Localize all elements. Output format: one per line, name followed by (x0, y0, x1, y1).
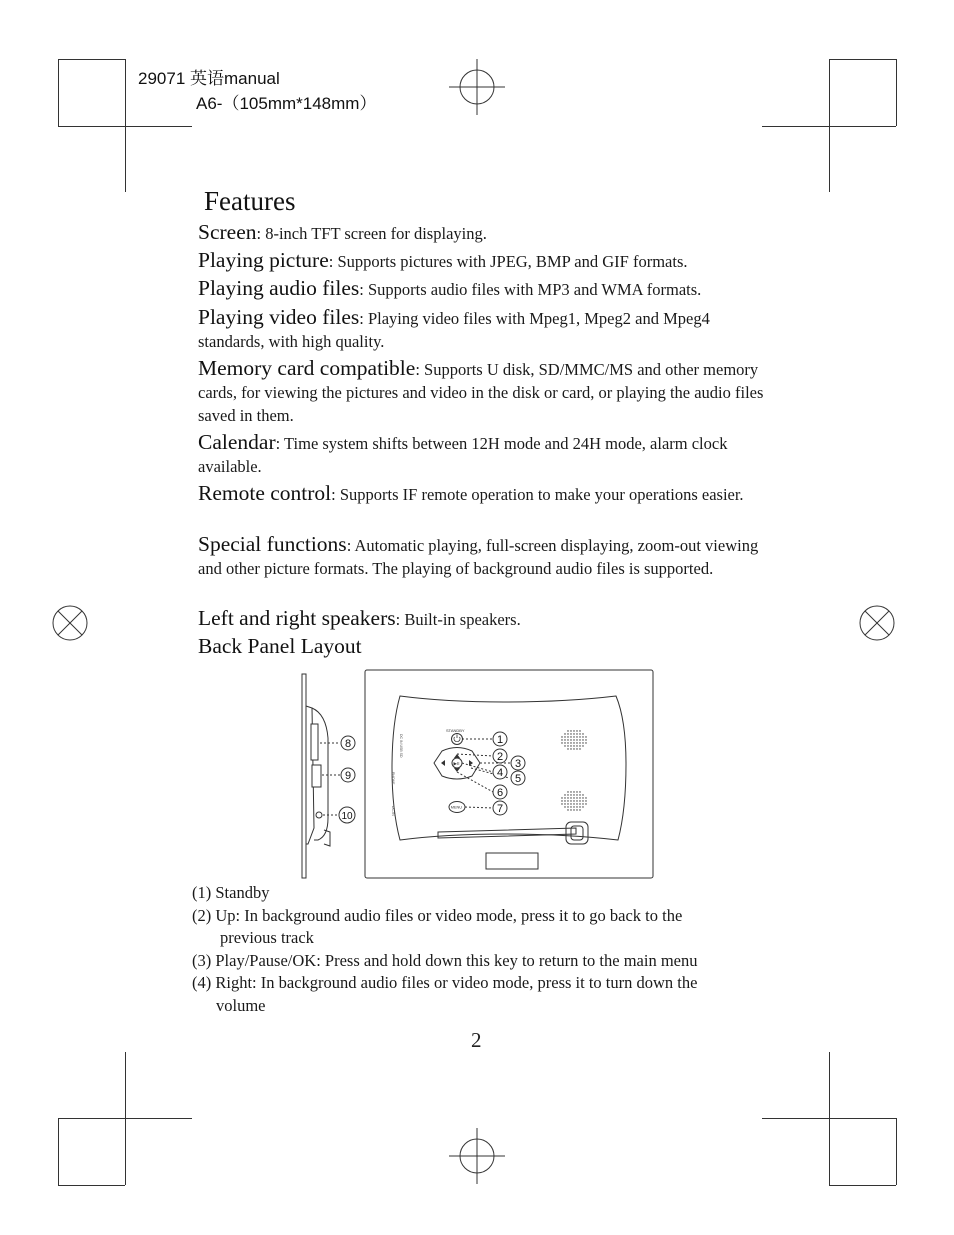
callout-9: 9 (344, 770, 352, 782)
feature-text: : 8-inch TFT screen for displaying. (256, 224, 487, 243)
registration-mark-right (857, 603, 897, 643)
legend-item-play-pause-ok (192, 950, 792, 973)
legend-text: (3) Play/Pause/OK: Press and hold down this key to return to the main menu (192, 950, 698, 970)
svg-text:DC IN USB SD: DC IN USB SD (399, 734, 403, 758)
feature-playing-video (198, 306, 738, 353)
feature-term: Remote control (198, 481, 332, 505)
legend-item-standby (192, 882, 792, 905)
callout-2: 2 (496, 751, 504, 763)
side-profile (302, 674, 330, 878)
feature-text: : Time system shifts between 12H mode and 24H mode, alarm clock available. (198, 434, 728, 476)
feature-term: Calendar (198, 430, 276, 454)
feature-text: : Supports audio files with MP3 and WMA formats. (359, 280, 702, 299)
legend-item-up (192, 905, 792, 950)
feature-text: : Built-in speakers. (395, 610, 521, 629)
legend-text: (4) Right: In background audio files or video mode, press it to turn down the (192, 973, 698, 992)
feature-term: Playing audio files (198, 276, 360, 300)
legend-text: (1) Standby (192, 883, 270, 902)
feature-term: Memory card compatible (198, 356, 416, 380)
features-title: Features (204, 186, 296, 216)
feature-term: Playing picture (198, 248, 329, 272)
feature-special-functions (198, 533, 783, 580)
standby-label: STANDBY (446, 728, 465, 733)
callout-4: 4 (496, 767, 504, 779)
feature-calendar (198, 431, 773, 478)
back-panel-diagram (296, 668, 658, 882)
svg-text:DC-IN: DC-IN (391, 806, 395, 816)
callout-1: 1 (496, 734, 504, 746)
speaker-grille-top (561, 730, 586, 749)
registration-mark-left (50, 603, 90, 643)
header-line-2: A6-（105mm*148mm） (196, 94, 377, 113)
page-number: 2 (471, 1028, 482, 1052)
callout-5: 5 (514, 773, 522, 785)
legend-text: (2) Up: In background audio files or video mode, press it to go back to the (192, 905, 683, 925)
feature-text: : Playing video files with Mpeg1, Mpeg2 and Mpeg4 standards, with high quality. (198, 309, 710, 351)
feature-text: : Supports pictures with JPEG, BMP and GIF formats. (328, 252, 688, 271)
legend-text-continued: previous track (220, 928, 314, 947)
feature-playing-audio (198, 277, 788, 301)
button-legend (192, 882, 792, 1017)
feature-memory-card (198, 357, 773, 427)
callout-6: 6 (496, 787, 504, 799)
feature-screen (198, 221, 788, 245)
feature-term: Screen (198, 220, 257, 244)
legend-text-continued: volume (216, 995, 266, 1015)
feature-text: : Automatic playing, full-screen displaying, zoom-out viewing and other picture formats. The playing of background audio files is supported. (198, 536, 759, 578)
registration-mark-top (449, 59, 505, 115)
feature-speakers (198, 607, 788, 631)
feature-text: : Supports IF remote operation to make your operations easier. (331, 485, 744, 504)
frame (365, 670, 653, 878)
callout-3: 3 (514, 758, 522, 770)
callout-10: 10 (341, 811, 353, 822)
speaker-grille-bottom (561, 791, 586, 810)
feature-text: : Supports U disk, SD/MMC/MS and other memory cards, for viewing the pictures and video in the disk or card, or playing the audio files saved in them. (198, 360, 764, 425)
feature-term: Playing video files (198, 305, 360, 329)
registration-mark-bottom (449, 1128, 505, 1184)
feature-term: Special functions (198, 532, 347, 556)
svg-text:PHONE: PHONE (391, 772, 395, 785)
callout-8: 8 (344, 738, 352, 750)
feature-term: Left and right speakers (198, 606, 396, 630)
callout-7: 7 (496, 803, 504, 815)
feature-remote-control (198, 482, 783, 506)
menu-label: MENU (450, 805, 462, 810)
back-panel-title: Back Panel Layout (198, 634, 362, 658)
svg-text:▶II: ▶II (453, 761, 460, 766)
header-line-1: 29071 英语manual (138, 69, 280, 88)
feature-playing-picture (198, 249, 788, 273)
legend-item-right (192, 972, 792, 1017)
